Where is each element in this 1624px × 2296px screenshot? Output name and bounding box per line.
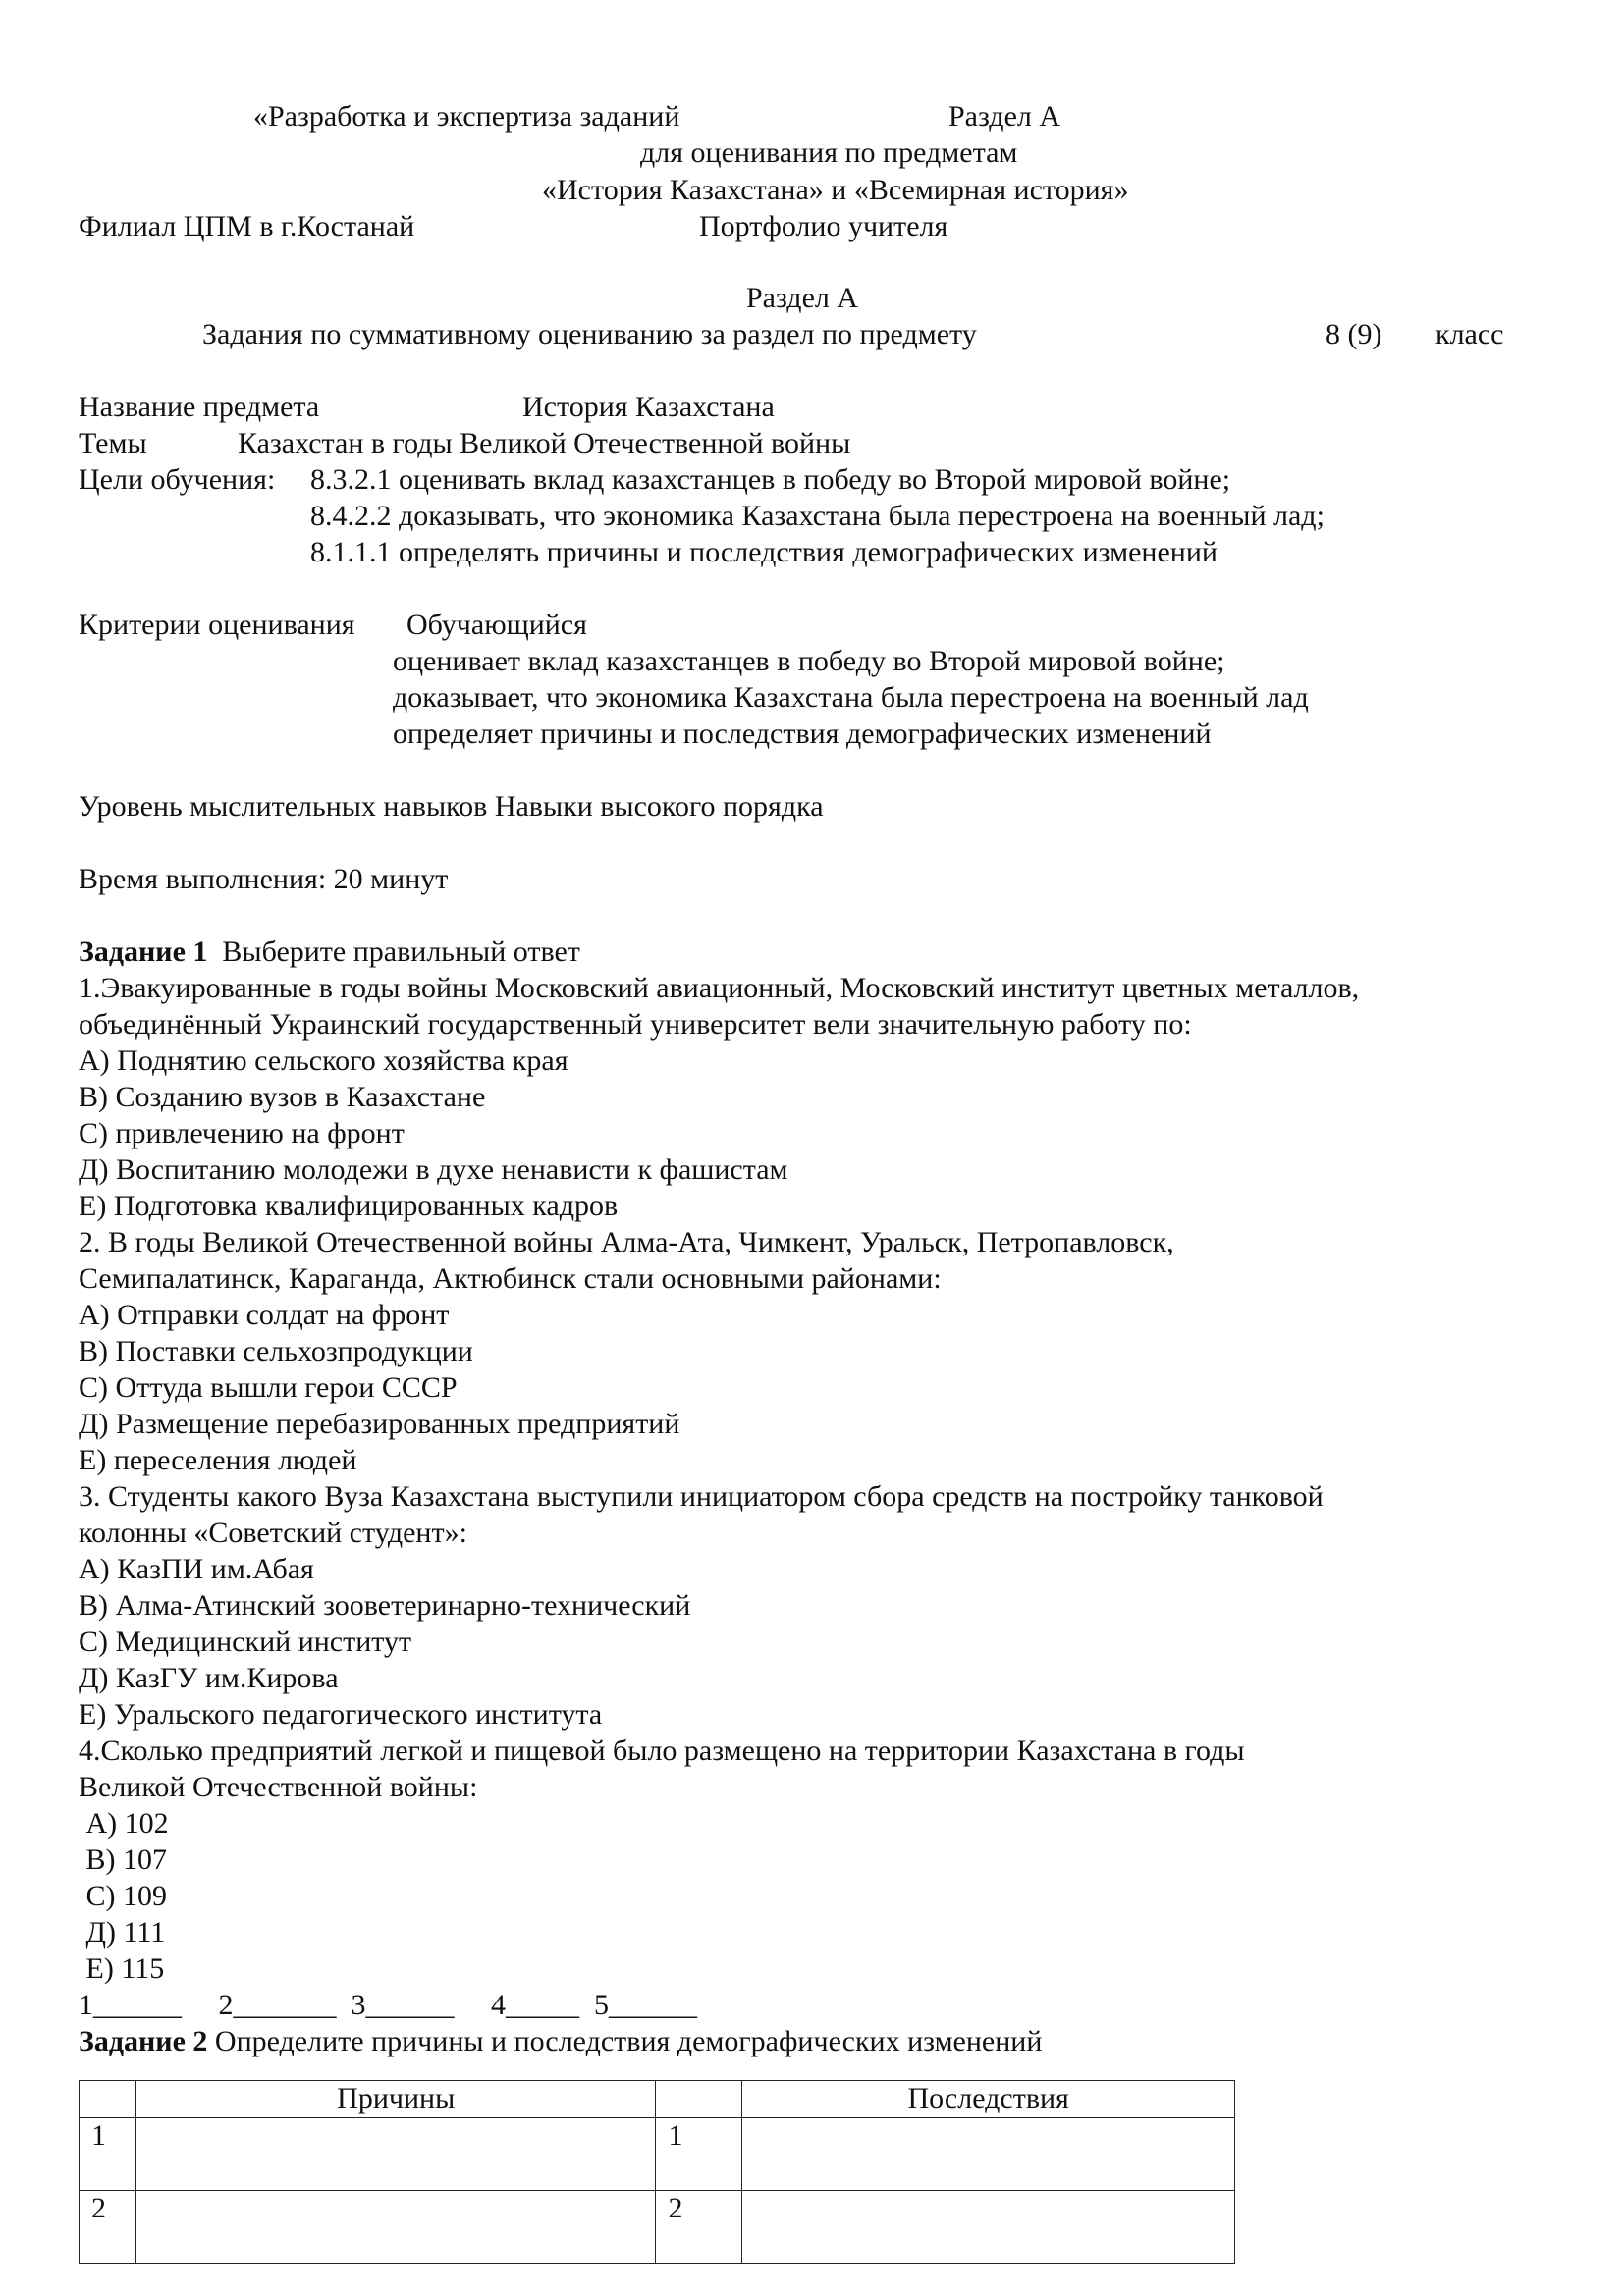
q2-text: Семипалатинск, Караганда, Актюбинск стали основными районами: — [79, 1262, 942, 1295]
q3-option: Д) КазГУ им.Кирова — [79, 1662, 339, 1694]
header-line-3: «История Казахстана» и «Всемирная история» — [542, 174, 1129, 206]
q3-text: 3. Студенты какого Вуза Казахстана выступили инициатором сбора средств на постройку танковой — [79, 1480, 1324, 1513]
q2-option: А) Отправки солдат на фронт — [79, 1299, 450, 1331]
answer-blanks: 1______ 2_______ 3______ 4_____ 5______ — [79, 1989, 697, 2021]
q2-option: Д) Размещение перебазированных предприятий — [79, 1408, 680, 1440]
q4-option: С) 109 — [79, 1880, 167, 1912]
criteria-item: определяет причины и последствия демографических изменений — [393, 718, 1212, 750]
q1-text: объединённый Украинский государственный университет вели значительную работу по: — [79, 1008, 1192, 1041]
task1-heading — [79, 934, 580, 970]
causes-header: Причины — [135, 2081, 655, 2118]
topic-value: Казахстан в годы Великой Отечественной войны — [238, 427, 851, 459]
q3-option: В) Алма-Атинский зооветеринарно-технический — [79, 1589, 691, 1622]
task2-heading — [79, 2024, 1042, 2059]
row-number: 1 — [656, 2118, 742, 2191]
q2-option: В) Поставки сельхозпродукции — [79, 1335, 473, 1367]
header-branch: Филиал ЦПМ в г.Костанай — [79, 210, 415, 242]
q1-option: Е) Подготовка квалифицированных кадров — [79, 1190, 619, 1222]
row-number: 2 — [656, 2191, 742, 2264]
subject-value: История Казахстана — [522, 391, 775, 423]
table-cell — [80, 2081, 136, 2118]
goal-item: 8.4.2.2 доказывать, что экономика Казахстана была перестроена на военный лад; — [310, 500, 1325, 532]
q4-text: 4.Сколько предприятий легкой и пищевой было размещено на территории Казахстана в годы — [79, 1735, 1245, 1767]
time-limit: Время выполнения: 20 минут — [79, 863, 449, 895]
q3-option: Е) Уральского педагогического института — [79, 1698, 603, 1731]
task2-instruction: Определите причины и последствия демографических изменений — [207, 2025, 1043, 2057]
q4-option: Д) 111 — [79, 1916, 166, 1949]
q1-option: Д) Воспитанию молодежи в духе ненависти к фашистам — [79, 1153, 788, 1186]
section-title: Раздел А — [746, 282, 859, 314]
consequence-cell[interactable] — [742, 2118, 1235, 2191]
section-grade-word: класс — [1435, 318, 1504, 350]
causes-consequences-table — [79, 2080, 1235, 2264]
q4-option: Е) 115 — [79, 1952, 165, 1985]
table-cell — [656, 2081, 742, 2118]
q1-option: С) привлечению на фронт — [79, 1117, 405, 1149]
header-line-2: для оценивания по предметам — [640, 136, 1018, 169]
q2-option: С) Оттуда вышли герои СССР — [79, 1371, 458, 1404]
task1-label: Задание 1 — [79, 935, 208, 968]
subject-label: Название предмета — [79, 391, 320, 423]
task1-instruction: Выберите правильный ответ — [207, 935, 580, 968]
header-section: Раздел А — [948, 100, 1061, 133]
table-row — [80, 2118, 1235, 2191]
criteria-label: Критерии оценивания — [79, 609, 355, 641]
goals-label: Цели обучения: — [79, 463, 276, 496]
table-header-row — [80, 2081, 1235, 2118]
q3-option: С) Медицинский институт — [79, 1626, 412, 1658]
goal-item: 8.3.2.1 оценивать вклад казахстанцев в победу во Второй мировой войне; — [310, 463, 1231, 496]
q2-option: Е) переселения людей — [79, 1444, 357, 1476]
q4-option: А) 102 — [79, 1807, 169, 1840]
cause-cell[interactable] — [135, 2118, 655, 2191]
topic-label: Темы — [79, 427, 147, 459]
header-portfolio: Портфолио учителя — [699, 210, 948, 242]
cause-cell[interactable] — [135, 2191, 655, 2264]
q3-text: колонны «Советский студент»: — [79, 1517, 467, 1549]
q1-text: 1.Эвакуированные в годы войны Московский авиационный, Московский институт цветных металлов, — [79, 972, 1360, 1004]
task2-label: Задание 2 — [79, 2025, 208, 2057]
row-number: 1 — [80, 2118, 136, 2191]
consequences-header: Последствия — [742, 2081, 1235, 2118]
q4-option: В) 107 — [79, 1843, 167, 1876]
criteria-item: доказывает, что экономика Казахстана была перестроена на военный лад — [393, 681, 1309, 714]
header-title: «Разработка и экспертиза заданий — [253, 100, 680, 133]
consequence-cell[interactable] — [742, 2191, 1235, 2264]
q4-text: Великой Отечественной войны: — [79, 1771, 478, 1803]
q1-option: В) Созданию вузов в Казахстане — [79, 1081, 486, 1113]
goal-item: 8.1.1.1 определять причины и последствия демографических изменений — [310, 536, 1218, 568]
q2-text: 2. В годы Великой Отечественной войны Алма-Ата, Чимкент, Уральск, Петропавловск, — [79, 1226, 1174, 1258]
row-number: 2 — [80, 2191, 136, 2264]
table-row — [80, 2191, 1235, 2264]
criteria-head: Обучающийся — [406, 609, 587, 641]
q3-option: А) КазПИ им.Абая — [79, 1553, 314, 1585]
criteria-item: оценивает вклад казахстанцев в победу во Второй мировой войне; — [393, 645, 1225, 677]
q1-option: А) Поднятию сельского хозяйства края — [79, 1044, 568, 1077]
section-grade: 8 (9) — [1326, 318, 1382, 350]
section-subtitle: Задания по суммативному оцениванию за раздел по предмету — [202, 318, 977, 350]
thinking-level: Уровень мыслительных навыков Навыки высокого порядка — [79, 790, 824, 823]
